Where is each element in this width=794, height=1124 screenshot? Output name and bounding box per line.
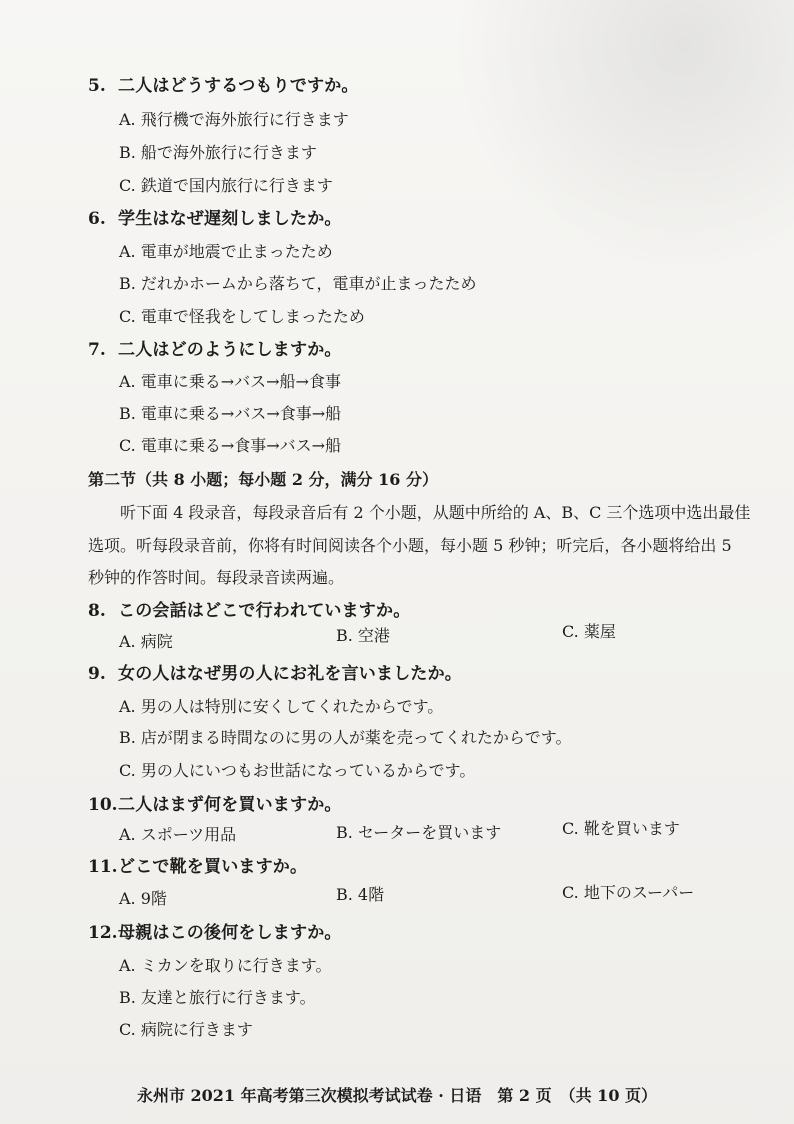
question-text: 女の人はなぜ男の人にお礼を言いましたか。 — [118, 664, 462, 684]
option-c: C. 電車に乗る→食事→バス→船 — [119, 436, 342, 455]
option-a: A. 9階 — [119, 889, 167, 908]
option-b: B. 4階 — [336, 885, 385, 904]
question-text: 二人はどのようにしますか。 — [118, 340, 342, 360]
question-text: 二人はまず何を買いますか。 — [118, 795, 342, 815]
option-a: A. 電車が地震で止まったため — [119, 242, 333, 261]
option-c: C. 男の人にいつもお世話になっているからです。 — [119, 761, 476, 780]
question-number: 12. — [88, 923, 118, 943]
option-c: C. 病院に行きます — [119, 1020, 253, 1039]
option-c: C. 薬屋 — [562, 622, 616, 641]
option-b: B. 電車に乗る→バス→食事→船 — [119, 404, 342, 423]
page-footer: 永州市 2021 年高考第三次模拟考试试卷 · 日语 第 2 页 （共 10 页） — [136, 1086, 658, 1105]
option-a: A. 電車に乗る→バス→船→食事 — [119, 372, 341, 391]
question-number: 10. — [88, 795, 118, 815]
section-title: 第二节（共 8 小题；每小题 2 分，满分 16 分） — [88, 470, 438, 489]
question-text: どこで靴を買いますか。 — [118, 857, 308, 877]
option-a: A. 飛行機で海外旅行に行きます — [119, 110, 349, 129]
question-number: 7. — [88, 340, 106, 360]
option-b: B. だれかホームから落ちて，電車が止まったため — [119, 274, 477, 293]
option-c: C. 電車で怪我をしてしまったため — [119, 307, 365, 326]
section-instructions-line3: 秒钟的作答时间。每段录音读两遍。 — [88, 568, 345, 587]
question-text: 学生はなぜ遅刻しましたか。 — [118, 209, 342, 229]
question-text: 二人はどうするつもりですか。 — [118, 76, 359, 96]
question-number: 5. — [88, 76, 106, 96]
option-c: C. 鉄道で国内旅行に行きます — [119, 176, 333, 195]
option-b: B. 空港 — [336, 626, 390, 645]
question-text: 母親はこの後何をしますか。 — [118, 923, 342, 943]
section-instructions-line1: 听下面 4 段录音，每段录音后有 2 个小题，从题中所给的 A、B、C 三个选项中选出最佳 — [120, 503, 751, 522]
option-a: A. スポーツ用品 — [119, 825, 237, 844]
question-number: 6. — [88, 209, 106, 229]
question-text: この会話はどこで行われていますか。 — [118, 601, 411, 621]
option-b: B. 友達と旅行に行きます。 — [119, 988, 316, 1007]
section-instructions-line2: 选项。听每段录音前，你将有时间阅读各个小题，每小题 5 秒钟；听完后，各小题将给出 5 — [88, 536, 732, 555]
question-number: 8. — [88, 601, 106, 621]
option-b: B. セーターを買います — [336, 823, 502, 842]
question-number: 9. — [88, 664, 106, 684]
option-b: B. 船で海外旅行に行きます — [119, 143, 317, 162]
question-number: 11. — [88, 857, 118, 877]
option-c: C. 地下のスーパー — [562, 883, 695, 902]
option-a: A. ミカンを取りに行きます。 — [119, 956, 332, 975]
option-a: A. 男の人は特別に安くしてくれたからです。 — [119, 697, 444, 716]
option-a: A. 病院 — [119, 632, 173, 651]
option-c: C. 靴を買います — [562, 819, 680, 838]
option-b: B. 店が閉まる時間なのに男の人が薬を売ってくれたからです。 — [119, 728, 572, 747]
